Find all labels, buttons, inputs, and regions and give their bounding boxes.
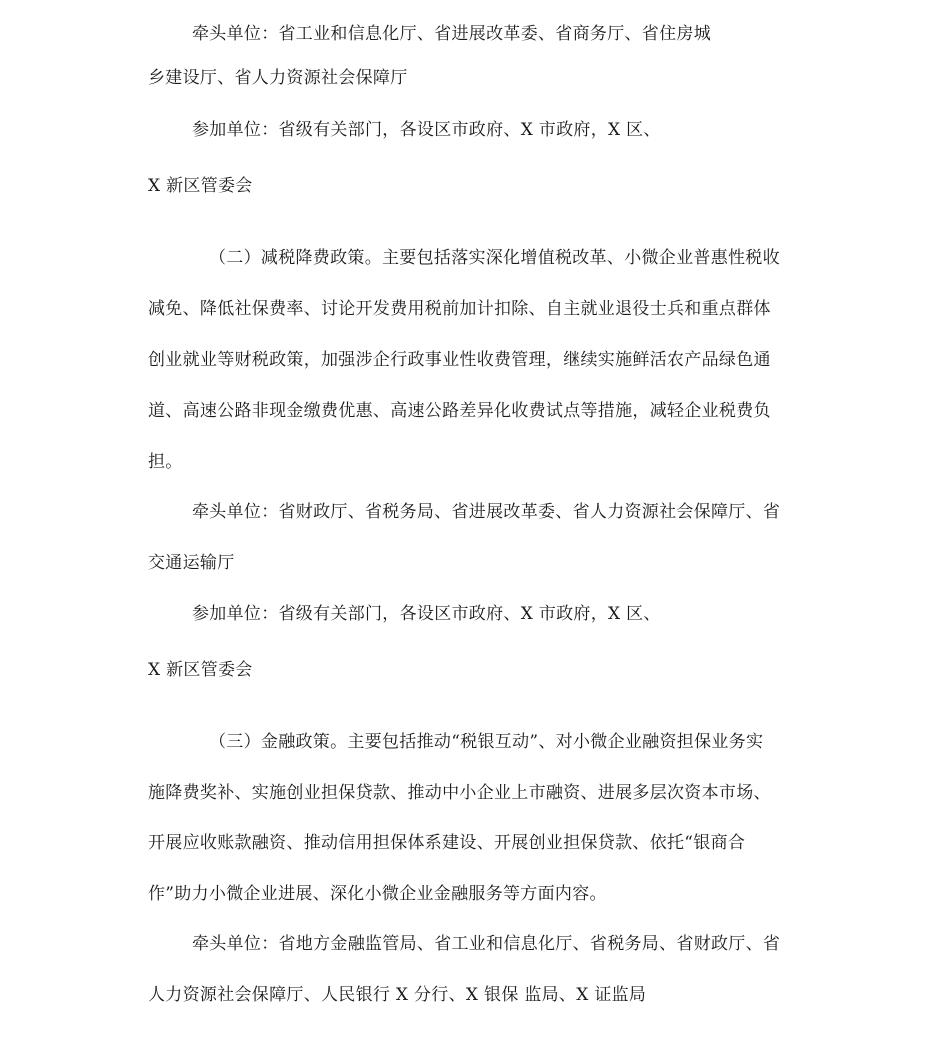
participating-units-line-1: 参加单位：省级有关部门，各设区市政府、X 市政府，X 区、 bbox=[192, 120, 661, 140]
tax-policy-line-2: 减免、降低社保费率、讨论开发费用税前加计扣除、自主就业退役士兵和重点群体 bbox=[148, 299, 771, 319]
tax-policy-line-3: 创业就业等财税政策，加强涉企行政事业性收费管理，继续实施鲜活农产品绿色通 bbox=[148, 350, 771, 370]
tax-policy-line-4: 道、高速公路非现金缴费优惠、高速公路差异化收费试点等措施，减轻企业税费负 bbox=[148, 401, 771, 421]
finance-policy-line-2: 施降费奖补、实施创业担保贷款、推动中小企业上市融资、进展多层次资本市场、 bbox=[148, 783, 771, 803]
lead-units-finance-line-1: 牵头单位：省地方金融监管局、省工业和信息化厅、省税务局、省财政厅、省 bbox=[192, 934, 781, 954]
lead-units-tax-line-1: 牵头单位：省财政厅、省税务局、省进展改革委、省人力资源社会保障厅、省 bbox=[192, 502, 781, 522]
tax-policy-heading-line: （二）减税降费政策。主要包括落实深化增值税改革、小微企业普惠性税收 bbox=[209, 248, 780, 268]
finance-policy-line-4: 作”助力小微企业进展、深化小微企业金融服务等方面内容。 bbox=[148, 884, 607, 904]
participating-units-tax-line-1: 参加单位：省级有关部门，各设区市政府、X 市政府，X 区、 bbox=[192, 604, 661, 624]
finance-policy-heading-line: （三）金融政策。主要包括推动“税银互动”、对小微企业融资担保业务实 bbox=[209, 732, 764, 752]
tax-policy-line-5: 担。 bbox=[148, 452, 183, 472]
lead-units-finance-line-2: 人力资源社会保障厅、人民银行 X 分行、X 银保 监局、X 证监局 bbox=[148, 985, 647, 1005]
finance-policy-line-3: 开展应收账款融资、推动信用担保体系建设、开展创业担保贷款、依托“银商合 bbox=[148, 833, 746, 853]
participating-units-line-2: X 新区管委会 bbox=[148, 176, 253, 196]
lead-units-tax-line-2: 交通运输厅 bbox=[148, 553, 235, 573]
lead-units-line-2: 乡建设厅、省人力资源社会保障厅 bbox=[148, 68, 408, 88]
lead-units-line-1: 牵头单位：省工业和信息化厅、省进展改革委、省商务厅、省住房城 bbox=[192, 24, 711, 44]
participating-units-tax-line-2: X 新区管委会 bbox=[148, 660, 253, 680]
